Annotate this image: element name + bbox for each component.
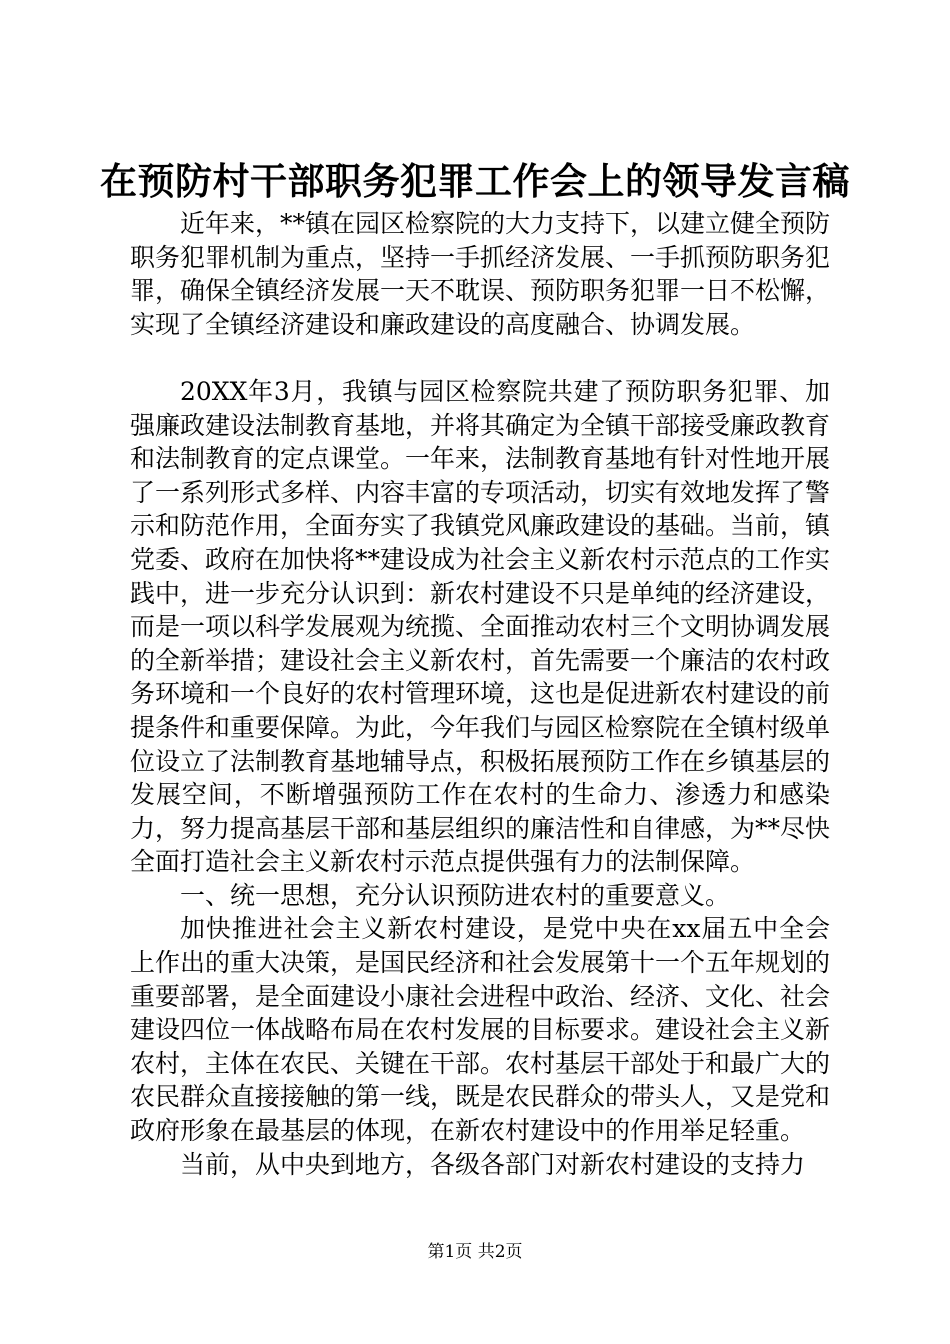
- paragraph: 近年来，**镇在园区检察院的大力支持下，以建立健全预防职务犯罪机制为重点，坚持一手抓经济发展、一手抓预防职务犯罪，确保全镇经济发展一天不耽误、预防职务犯罪一日不松懈，实现了全镇经济建设和廉政建设的高度融合、协调发展。: [130, 209, 831, 339]
- paragraph: 当前，从中央到地方，各级各部门对新农村建设的支持力: [180, 1149, 806, 1179]
- document-body: [130, 207, 830, 1181]
- document-title: 在预防村干部职务犯罪工作会上的领导发言稿: [100, 160, 850, 203]
- paragraph: 20XX年3月，我镇与园区检察院共建了预防职务犯罪、加强廉政建设法制教育基地，并将其确定为全镇干部接受廉政教育和法制教育的定点课堂。一年来，法制教育基地有针对性地开展了一系列形式多样、内容丰富的专项活动，切实有效地发挥了警示和防范作用，全面夯实了我镇党风廉政建设的基础。当前，镇党委、政府在加快将**建设成为社会主义新农村示范点的工作实践中，进一步充分认识到：新农村建设不只是单纯的经济建设，而是一项以科学发展观为统揽、全面推动农村三个文明协调发展的全新举措；建设社会主义新农村，首先需要一个廉洁的农村政务环境和一个良好的农村管理环境，这也是促进新农村建设的前提条件和重要保障。为此，今年我们与园区检察院在全镇村级单位设立了法制教育基地辅导点，积极拓展预防工作在乡镇基层的发展空间，不断增强预防工作在农村的生命力、渗透力和感染力，努力提高基层干部和基层组织的廉洁性和自律感，为**尽快全面打造社会主义新农村示范点提供强有力的法制保障。: [130, 376, 831, 877]
- section-heading: 一、统一思想，充分认识预防进农村的重要意义。: [180, 880, 731, 910]
- paragraph: 加快推进社会主义新农村建设，是党中央在xx届五中全会上作出的重大决策，是国民经济和社会发展第十一个五年规划的重要部署，是全面建设小康社会进程中政治、经济、文化、社会建设四位一体战略布局在农村发展的目标要求。建设社会主义新农村，主体在农民、关键在干部。农村基层干部处于和最广大的农民群众直接接触的第一线，既是农民群众的带头人，又是党和政府形象在最基层的体现，在新农村建设中的作用举足轻重。: [130, 914, 831, 1146]
- page-footer: 第1页 共2页: [427, 1242, 523, 1262]
